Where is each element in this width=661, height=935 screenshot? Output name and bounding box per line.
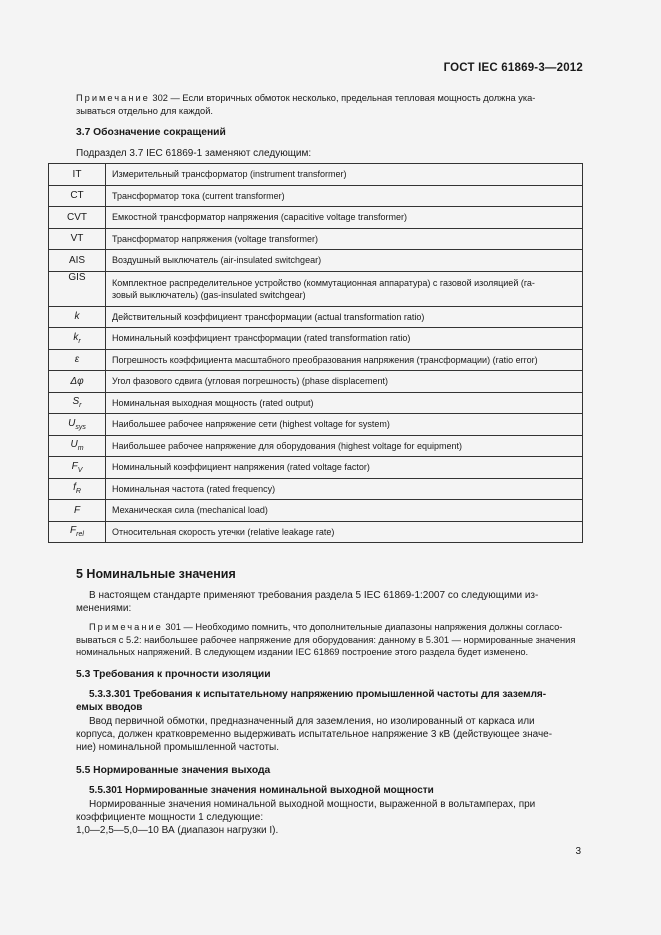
- abbreviation-row: [49, 250, 583, 272]
- abbreviation-row: [49, 207, 583, 229]
- description-line: Угол фазового сдвига (угловая погрешность) (phase displacement): [112, 376, 388, 387]
- abbreviation-row: [49, 271, 583, 306]
- abbreviations-table: [48, 163, 583, 543]
- abbreviation-row: [49, 457, 583, 479]
- abbreviation-row: [49, 521, 583, 543]
- abbreviation-symbol: [49, 478, 106, 500]
- symbol-text: F: [70, 525, 77, 537]
- symbol-text: F: [73, 504, 81, 516]
- abbreviation-description: [106, 392, 583, 414]
- abbreviation-row: [49, 228, 583, 250]
- symbol-text: f: [73, 482, 76, 494]
- page-number: 3: [575, 846, 581, 857]
- abbreviation-description: [106, 435, 583, 457]
- description-line: Емкостной трансформатор напряжения (capacitive voltage transformer): [112, 212, 407, 223]
- abbreviation-description: [106, 349, 583, 371]
- abbreviation-symbol: [49, 164, 106, 186]
- abbreviation-row: [49, 371, 583, 393]
- abbreviation-symbol: [49, 521, 106, 543]
- symbol-text: CVT: [67, 211, 87, 223]
- abbreviation-description: [106, 228, 583, 250]
- symbol-text: IT: [72, 168, 82, 180]
- section-5-3-3-301-title: [76, 688, 584, 714]
- note-301-line3: номинальных напряжений. В следующем издании IEC 61869 построение этого раздела будет изменено.: [76, 647, 529, 657]
- abbreviation-description: [106, 250, 583, 272]
- abbreviation-symbol: [49, 500, 106, 522]
- description-line: Номинальная частота (rated frequency): [112, 483, 276, 494]
- abbreviation-symbol: [49, 457, 106, 479]
- section-5-3-3-301-title-line2: емых вводов: [76, 702, 143, 713]
- abbreviation-description: [106, 207, 583, 229]
- note-text-line2: зываться отдельно для каждой.: [76, 105, 213, 116]
- symbol-subscript: r: [78, 337, 81, 345]
- description-line: Номинальный коэффициент напряжения (rated voltage factor): [112, 462, 370, 473]
- description-line: Погрешность коэффициента масштабного преобразования напряжения (трансформации) (ratio error): [112, 354, 538, 365]
- symbol-text: AIS: [68, 254, 86, 266]
- section-5-5-title: 5.5 Нормированные значения выхода: [76, 765, 271, 776]
- symbol-subscript: R: [75, 488, 81, 496]
- abbreviation-row: [49, 306, 583, 328]
- abbreviation-symbol: [49, 392, 106, 414]
- note-301-label: Примечание: [89, 622, 163, 632]
- abbreviation-description: [106, 164, 583, 186]
- description-line: Действительный коэффициент трансформации (actual transformation ratio): [112, 311, 425, 322]
- abbreviation-description: [106, 414, 583, 436]
- symbol-text: CT: [70, 190, 84, 202]
- note-301-line2: вываться с 5.2: наибольшее рабочее напряжение для оборудования: данному в 5.301 — нормированные значения: [76, 634, 576, 645]
- abbreviation-description: [106, 478, 583, 500]
- abbreviation-symbol: [49, 306, 106, 328]
- description-line: Механическая сила (mechanical load): [112, 505, 268, 516]
- section-5-5-301-title-text: 5.5.301 Нормированные значения номинальной выходной мощности: [89, 785, 434, 796]
- description-line: Воздушный выключатель (air-insulated switchgear): [112, 255, 322, 266]
- abbreviation-row: [49, 478, 583, 500]
- section-5-5-301-line2: коэффициенте мощности 1 следующие:: [76, 812, 264, 823]
- abbreviation-description: [106, 500, 583, 522]
- abbreviation-symbol: [49, 349, 106, 371]
- symbol-text: Δφ: [70, 375, 84, 387]
- document-code-header: ГОСТ IEC 61869-3—2012: [443, 62, 583, 74]
- description-line: Измерительный трансформатор (instrument transformer): [112, 169, 347, 180]
- description-line: Трансформатор напряжения (voltage transformer): [112, 233, 318, 244]
- abbreviation-row: [49, 500, 583, 522]
- abbreviation-symbol: [49, 185, 106, 207]
- abbreviation-description: [106, 371, 583, 393]
- symbol-subscript: sys: [75, 423, 86, 431]
- note-label: Примечание: [76, 93, 150, 103]
- description-line: Номинальная выходная мощность (rated output): [112, 397, 314, 408]
- abbreviation-description: [106, 328, 583, 350]
- section-5-5-301-line1: Нормированные значения номинальной выходной мощности, выраженной в вольтамперах, при: [89, 799, 536, 810]
- abbreviation-row: [49, 349, 583, 371]
- section-5-3-3-301-line1: Ввод первичной обмотки, предназначенный для заземления, но изолированный от каркаса или: [89, 716, 535, 727]
- symbol-text: GIS: [68, 271, 86, 283]
- symbol-subscript: m: [77, 445, 84, 453]
- abbreviation-symbol: [49, 435, 106, 457]
- section-5-line1: В настоящем стандарте применяют требования раздела 5 IEC 61869-1:2007 со следующими из-: [89, 590, 539, 601]
- symbol-text: k: [73, 331, 79, 343]
- section-3-7-intro: Подраздел 3.7 IEC 61869-1 заменяют следующим:: [76, 148, 312, 159]
- abbreviation-description: [106, 306, 583, 328]
- section-5-line2: менениями:: [76, 603, 132, 614]
- abbreviation-row: [49, 164, 583, 186]
- abbreviation-symbol: [49, 371, 106, 393]
- description-line: Наибольшее рабочее напряжение для оборудования (highest voltage for equipment): [112, 440, 463, 451]
- description-line: Трансформатор тока (current transformer): [112, 190, 285, 201]
- description-line: Номинальный коэффициент трансформации (rated transformation ratio): [112, 333, 411, 344]
- section-5-3-title: 5.3 Требования к прочности изоляции: [76, 669, 271, 680]
- abbreviation-description: [106, 185, 583, 207]
- abbreviation-row: [49, 392, 583, 414]
- abbreviation-row: [49, 185, 583, 207]
- section-5-5-301-title: [76, 784, 584, 797]
- abbreviation-symbol: [49, 228, 106, 250]
- symbol-subscript: r: [79, 402, 82, 410]
- section-5-3-3-301-body: [76, 715, 584, 754]
- symbol-text: S: [72, 396, 80, 408]
- symbol-text: ε: [74, 354, 80, 366]
- abbreviation-symbol: [49, 271, 106, 306]
- abbreviation-description: [106, 271, 583, 306]
- abbreviation-row: [49, 435, 583, 457]
- note-301-line1: 301 — Необходимо помнить, что дополнительные диапазоны напряжения должны согласо-: [162, 622, 563, 632]
- description-line-2: зовый выключатель) (gas-insulated switchgear): [112, 289, 306, 300]
- section-5-paragraph: [76, 589, 584, 615]
- section-5-title: 5 Номинальные значения: [76, 567, 236, 581]
- description-line: Комплектное распределительное устройство (коммутационная аппаратура) с газовой изоляцией (га-: [112, 277, 535, 288]
- symbol-text: U: [70, 439, 78, 451]
- symbol-subscript: V: [77, 466, 83, 474]
- symbol-text: F: [71, 460, 78, 472]
- section-5-3-3-301-line3: ние) номинальной промышленной частоты.: [76, 742, 280, 753]
- note-302: [76, 92, 584, 117]
- section-5-3-3-301-title-line1: 5.3.3.301 Требования к испытательному напряжению промышленной частоты для заземля-: [89, 689, 547, 700]
- section-5-5-301-body: [76, 798, 584, 837]
- section-3-7-title: 3.7 Обозначение сокращений: [76, 127, 226, 138]
- symbol-text: k: [74, 311, 80, 323]
- note-301: [76, 621, 584, 659]
- abbreviation-symbol: [49, 207, 106, 229]
- abbreviation-symbol: [49, 328, 106, 350]
- symbol-text: U: [68, 417, 76, 429]
- abbreviation-symbol: [49, 250, 106, 272]
- symbol-text: VT: [70, 233, 84, 245]
- abbreviation-row: [49, 414, 583, 436]
- section-5-3-3-301-line2: корпуса, должен кратковременно выдерживать испытательное напряжение 3 кВ (действующее значе-: [76, 729, 553, 740]
- section-5-5-301-line3: 1,0—2,5—5,0—10 ВА (диапазон нагрузки I).: [76, 825, 279, 836]
- symbol-subscript: rel: [76, 531, 84, 539]
- note-text-line1: 302 — Если вторичных обмоток несколько, предельная тепловая мощность должна ука-: [149, 93, 536, 103]
- description-line: Наибольшее рабочее напряжение сети (highest voltage for system): [112, 419, 390, 430]
- abbreviation-symbol: [49, 414, 106, 436]
- abbreviation-description: [106, 521, 583, 543]
- abbreviation-description: [106, 457, 583, 479]
- abbreviation-row: [49, 328, 583, 350]
- description-line: Относительная скорость утечки (relative leakage rate): [112, 526, 335, 537]
